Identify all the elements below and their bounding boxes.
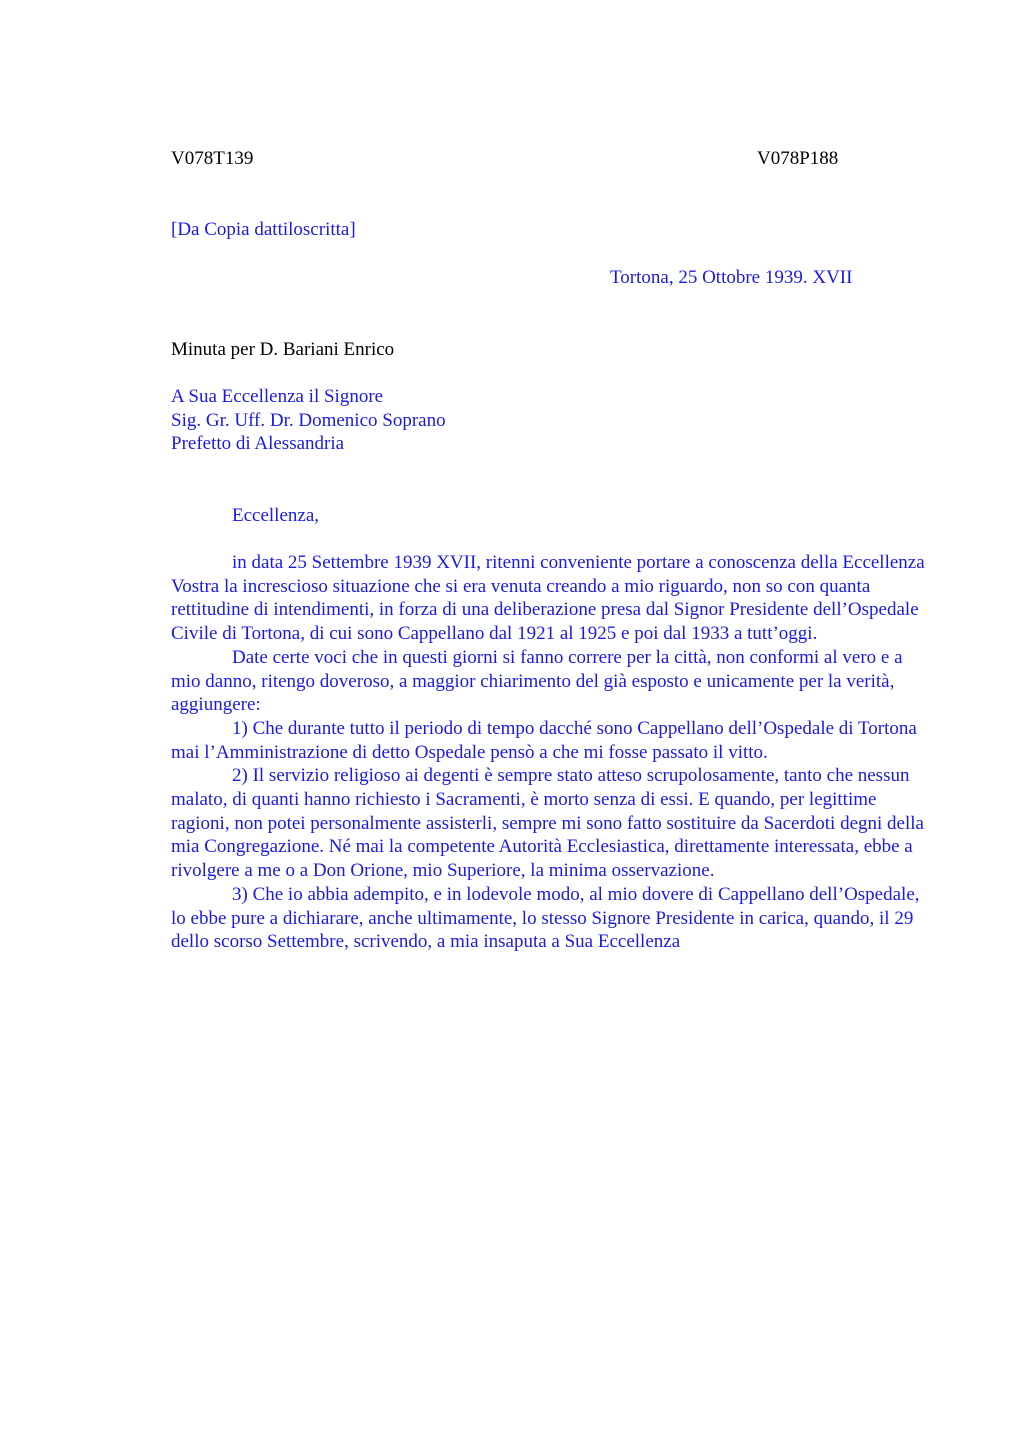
salutation: Eccellenza,: [232, 505, 320, 526]
addressee-line-2: Sig. Gr. Uff. Dr. Domenico Soprano: [171, 410, 446, 431]
addressee-line-1: A Sua Eccellenza il Signore: [171, 386, 384, 407]
date-line: Tortona, 25 Ottobre 1939. XVII: [610, 267, 853, 288]
paragraph-1: in data 25 Settembre 1939 XVII, ritenni conveniente portare a conoscenza della Eccellenza Vostra la increscioso situazione che si era venuta creando a mio riguardo, non so con quanta rettitudine di intendimenti, in forza di una deliberazione presa dal Signor Presidente dell’Ospedale Civile di Tortona, di cui sono Cappellano dal 1921 al 1925 e poi dal 1933 a tutt’oggi.: [171, 552, 925, 645]
source-note: [Da Copia dattiloscritta]: [171, 219, 356, 240]
paragraph-5: 3) Che io abbia adempito, e in lodevole modo, al mio dovere di Cappellano dell’Ospedale, lo ebbe pure a dichiarare, anche ultimamente, lo stesso Signore Presidente in carica, quando, il 29 dello scorso Settembre, scrivendo, a mia insaputa a Sua Eccellenza: [171, 883, 920, 953]
document-code-left: V078T139: [171, 148, 254, 169]
paragraph-3: 1) Che durante tutto il periodo di tempo dacché sono Cappellano dell’Ospedale di Tortona mai l’Amministrazione di detto Ospedale pensò a che mi fosse passato il vitto.: [171, 717, 917, 763]
document-code-right: V078P188: [757, 148, 839, 169]
letter-body: [171, 551, 931, 954]
paragraph-4: 2) Il servizio religioso ai degenti è sempre stato atteso scrupolosamente, tanto che nessun malato, di quanti hanno richiesto i Sacramenti, è morto senza di essi. E quando, per legittime ragioni, non potei personalmente assisterli, sempre mi sono fatto sostituire da Sacerdoti degni della mia Congregazione. Né mai la competente Autorità Ecclesiastica, direttamente interessata, ebbe a rivolgere a me o a Don Orione, mio Superiore, la minima osservazione.: [171, 765, 924, 882]
minuta-line: Minuta per D. Bariani Enrico: [171, 339, 395, 360]
paragraph-2: Date certe voci che in questi giorni si fanno correre per la città, non conformi al vero e a mio danno, ritengo doveroso, a maggior chiarimento del già esposto e unicamente per la verità, aggiungere:: [171, 646, 903, 716]
addressee-line-3: Prefetto di Alessandria: [171, 433, 345, 454]
